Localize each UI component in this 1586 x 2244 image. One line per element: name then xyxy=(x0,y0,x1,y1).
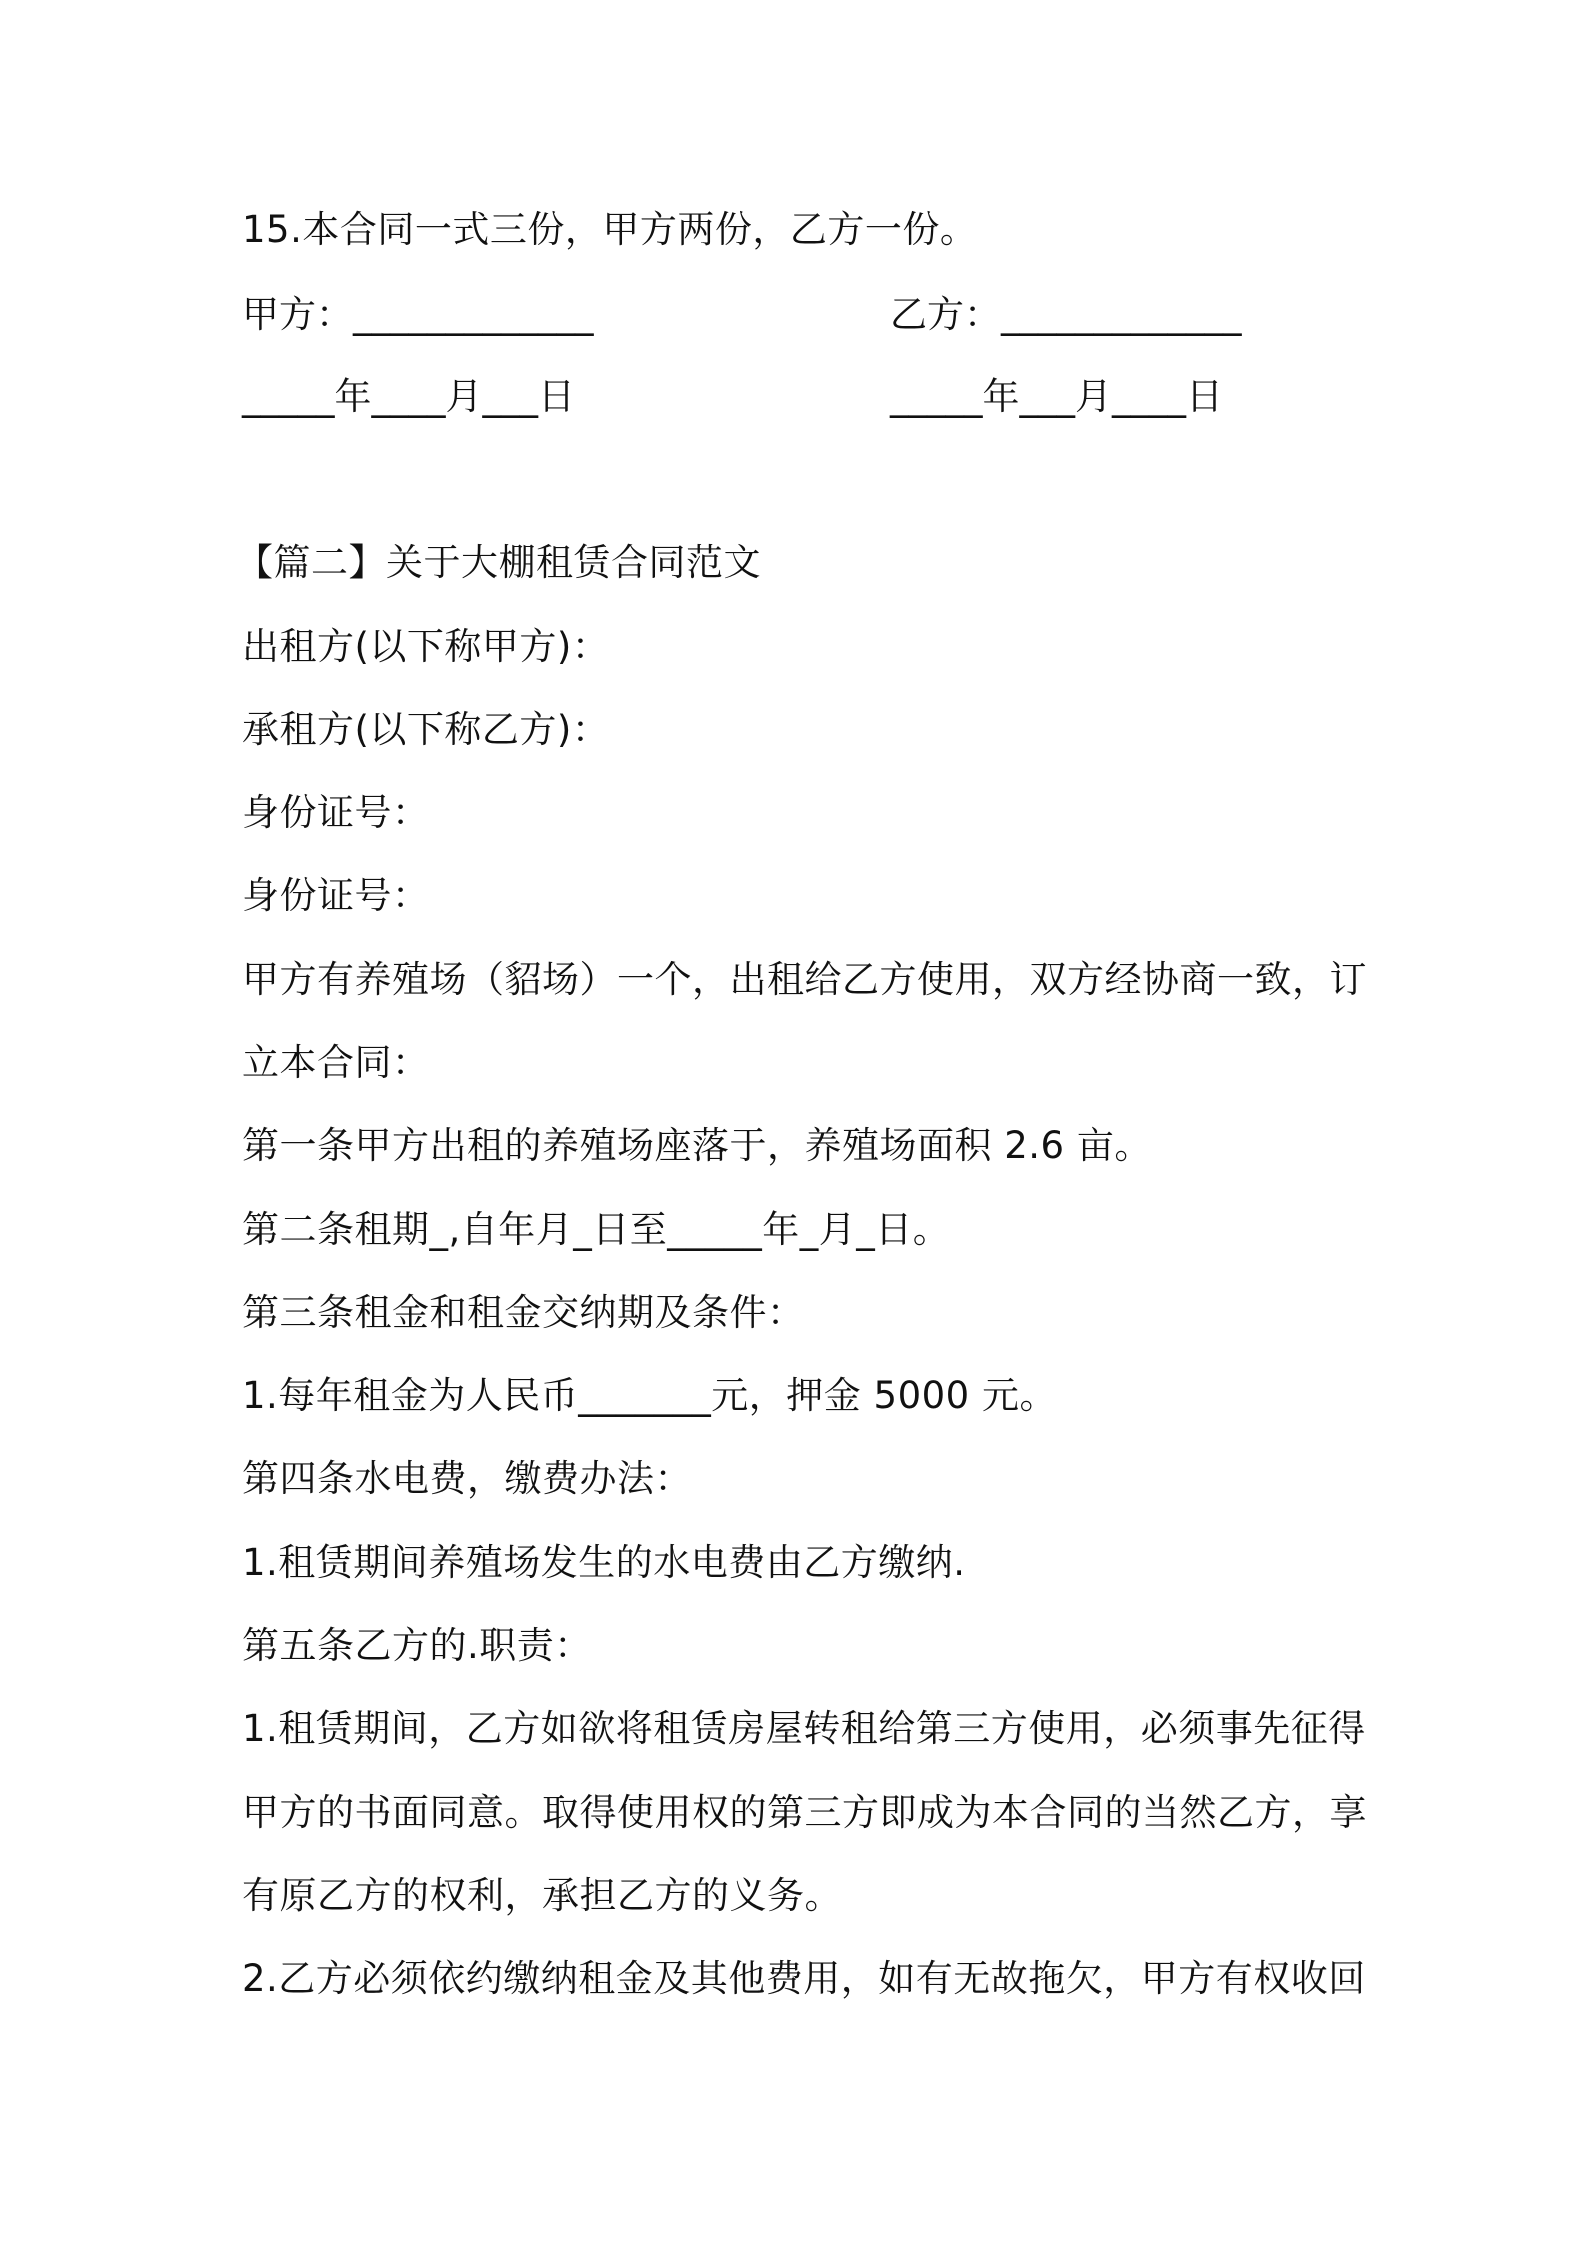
id-number-line: 身份证号： xyxy=(242,791,430,834)
lessee-line: 承租方(以下称乙方)： xyxy=(242,708,610,751)
article-1: 第一条甲方出租的养殖场座落于，养殖场面积 2.6 亩。 xyxy=(242,1124,1152,1167)
article-5-item-1-line: 有原乙方的权利，承担乙方的义务。 xyxy=(242,1874,842,1917)
article-3-item-1: 1.每年租金为人民币_______元，押金 5000 元。 xyxy=(242,1374,1057,1417)
article-4: 第四条水电费，缴费办法： xyxy=(242,1457,692,1500)
party-a-signature: 甲方：_____________ xyxy=(242,293,594,336)
intro-paragraph-line: 甲方有养殖场（貂场）一个，出租给乙方使用，双方经协商一致，订 xyxy=(242,958,1367,1001)
id-number-line: 身份证号： xyxy=(242,874,430,917)
intro-paragraph-line: 立本合同： xyxy=(242,1041,430,1084)
party-a-date: _____年____月___日 xyxy=(242,375,575,418)
article-5-item-2-line: 2.乙方必须依约缴纳租金及其他费用，如有无故拖欠，甲方有权收回 xyxy=(242,1957,1366,2000)
clause-15: 15.本合同一式三份，甲方两份，乙方一份。 xyxy=(242,208,978,251)
article-3: 第三条租金和租金交纳期及条件： xyxy=(242,1291,805,1334)
article-4-item-1: 1.租赁期间养殖场发生的水电费由乙方缴纳. xyxy=(242,1541,966,1584)
article-5-item-1-line: 1.租赁期间，乙方如欲将租赁房屋转租给第三方使用，必须事先征得 xyxy=(242,1707,1366,1750)
lessor-line: 出租方(以下称甲方)： xyxy=(242,625,610,668)
article-5-item-1-line: 甲方的书面同意。取得使用权的第三方即成为本合同的当然乙方，享 xyxy=(242,1791,1367,1834)
section-title: 【篇二】关于大棚租赁合同范文 xyxy=(236,541,761,584)
party-b-date: _____年___月____日 xyxy=(890,375,1223,418)
party-b-signature: 乙方：_____________ xyxy=(890,293,1242,336)
article-2: 第二条租期_,自年月_日至_____年_月_日。 xyxy=(242,1208,951,1251)
article-5: 第五条乙方的.职责： xyxy=(242,1624,592,1667)
